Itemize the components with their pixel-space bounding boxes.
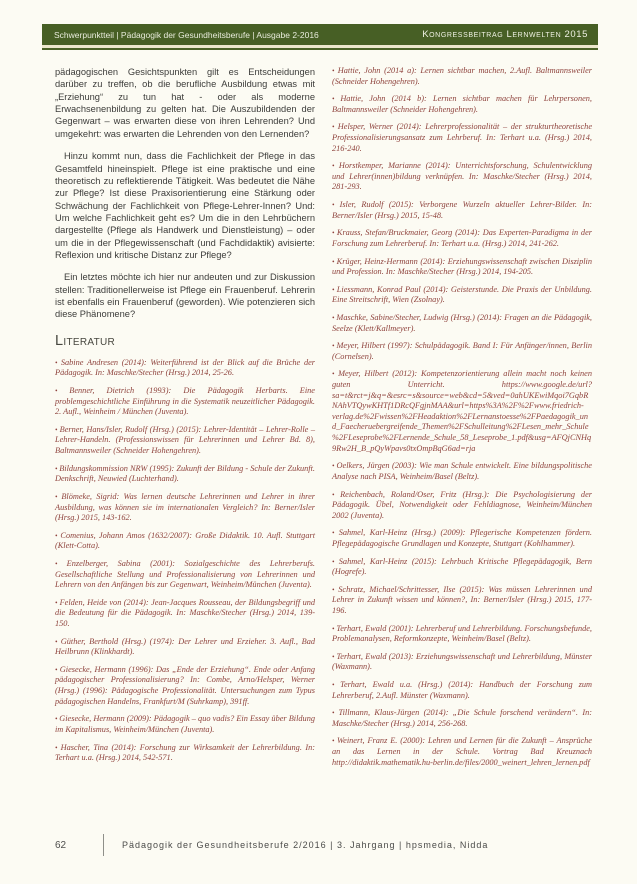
reference-item: • Tillmann, Klaus-Jürgen (2014): „Die Schule forschend verändern“. In: Maschke/Stecher (Hrsg.) 2014, 256-268. (332, 708, 592, 729)
reference-item: • Enzelberger, Sabina (2001): Sozialgeschichte des Lehrerberufs. Gesellschaftliche Stellung und Professionalisierung von Lehrerinnen und Lehrern von den Anfängen bis zur Gegenwart, Weinheim/München (Juventa). (55, 559, 315, 591)
reference-item: • Güther, Berthold (Hrsg.) (1974): Der Lehrer und Erzieher. 3. Aufl., Bad Heilbrunn (Klinkhardt). (55, 637, 315, 658)
reference-item: • Krauss, Stefan/Bruckmaier, Georg (2014): Das Experten-Paradigma in der Forschung zum Lehrerberuf. In: Terhart u.a. (Hrsg.) 2014, 241-262. (332, 228, 592, 249)
reference-item: • Bildungskommission NRW (1995): Zukunft der Bildung - Schule der Zukunft. Denkschrift, Neuwied (Luchterhand). (55, 464, 315, 485)
reference-item: • Terhart, Ewald (2001): Lehrerberuf und Lehrerbildung. Forschungsbefunde, Problemanalysen, Reformkonzepte, Weinheim/Basel (Beltz). (332, 624, 592, 645)
reference-item: • Liessmann, Konrad Paul (2014): Geisterstunde. Die Praxis der Unbildung. Eine Streitschrift, Wien (Zsolnay). (332, 285, 592, 306)
reference-item: • Hascher, Tina (2014): Forschung zur Wirksamkeit der Lehrerbildung. In: Terhart u.a. (Hrsg.) 2014, 542-571. (55, 743, 315, 764)
reference-item: • Krüger, Heinz-Hermann (2014): Erziehungswissenschaft zwischen Disziplin und Profession. In: Maschke/Stecher (Hrsg.) 2014, 194-205. (332, 257, 592, 278)
reference-item: • Terhart, Ewald (2013): Erziehungswissenschaft und Lehrerbildung, Münster (Waxmann). (332, 652, 592, 673)
header-category-label: Kongressbeitrag Lernwelten 2015 (422, 29, 588, 40)
reference-item: • Giesecke, Hermann (1996): Das „Ende der Erziehung“. Ende oder Anfang pädagogischer Professionalisierung? In: Combe, Arno/Helsper, Werner (Hrsg.) (1996): Pädagogische Professionalität. Untersuchungen zum Typus pädagogischen Handelns, Frankfurt/M (Suhrkamp), 391ff. (55, 665, 315, 707)
page-footer (55, 834, 592, 856)
reference-item: • Reichenbach, Roland/Oser, Fritz (Hrsg.): Die Psychologisierung der Pädagogik. Übel, Notwendigkeit oder Fehldiagnose, Weinheim/München 2002 (Juventa). (332, 490, 592, 522)
paragraph: Ein letztes möchte ich hier nur andeuten und zur Diskussion stellen: Traditionellerweise ist Pflege ein Frauenberuf. Lehrerin ist ebenfalls ein Frauenberuf (geworden). Wie potenzieren sich diese Phänomene? (55, 272, 315, 320)
reference-item: • Schratz, Michael/Schrittesser, Ilse (2015): Was müssen Lehrerinnen und Lehrer in Zukunft wissen und können?, In: Berner/Isler (Hrsg.) 2015, 177-196. (332, 585, 592, 617)
paragraph: pädagogischen Gesichtspunkten gilt es Entscheidungen darüber zu treffen, ob die berufliche Ausbildung etwas mit „Erziehung“ zu tun hat - oder als moderne Erwachsenenbildung zu gelten hat. Die Auszubildenden der Gegenwart – was erwarten diese von ihren Lehrenden? Und umgekehrt: was erwarten die Lehrenden von den Lernenden? (55, 67, 315, 139)
page-number: 62 (55, 839, 67, 851)
reference-item: • Helsper, Werner (2014): Lehrerprofessionalität – der strukturtheoretische Professionalisierungsansatz zum Lehrberuf. In: Terhart u.a. (Hrsg.) 2014, 216-240. (332, 122, 592, 154)
reference-item: • Meyer, Hilbert (2012): Kompetenzorientierung allein macht noch keinen guten Unterricht. https://www.google.de/url?sa=t&rct=j&q=&esrc=s&source=web&cd=5&ved=0ahUKEwiMqoi7GqbRNAhVTQywKHTf1DRcQFgjnMAA&url=https%3A%2F%2Fwww.friedrich-verlag.de%2Fwissen%2FHeadaktion%2FLernanstoesse%2FPaedagogik_und_Faecheruebergreifende_Themen%2FSchulleitung%2FLesen_mehr_Schule%2FLeseprobe%2FLernende_Schule_58_Leseprobe_1.pdf&usg=AFQjCNHq9Rw2H_B_pQyWpavs0txOmpBqG6ad=rja (332, 369, 592, 454)
header-rule-dark (42, 48, 598, 50)
reference-item: • Terhart, Ewald u.a. (Hrsg.) (2014): Handbuch der Forschung zum Lehrerberuf, 2.Aufl. Münster (Waxmann). (332, 680, 592, 701)
reference-item: • Oelkers, Jürgen (2003): Wie man Schule entwickelt. Eine bildungspolitische Analyse nach PISA, Weinheim/Basel (Beltz). (332, 461, 592, 482)
reference-item: • Meyer, Hilbert (1997): Schulpädagogik. Band I: Für Anfänger/innen, Berlin (Cornelsen). (332, 341, 592, 362)
header-section-title: Schwerpunktteil | Pädagogik der Gesundheitsberufe | Ausgabe 2-2016 (54, 29, 319, 40)
reference-item: • Isler, Rudolf (2015): Verborgene Wurzeln aktueller Lehrer-Bilder. In: Berner/Isler (Hrsg.) 2015, 15-48. (332, 200, 592, 221)
reference-item: • Berner, Hans/Isler, Rudolf (Hrsg.) (2015): Lehrer-Identität – Lehrer-Rolle – Lehrer-Handeln. (Professionswissen für Lehrerinnen und Lehrer Bd. 8), Baltmannsweiler (Schneider Hohengehren). (55, 425, 315, 457)
reference-list-left (55, 358, 315, 764)
reference-item: • Horstkemper, Marianne (2014): Unterrichtsforschung, Schulentwicklung und Lehrer(innen)bildung verknüpfen. In: Maschke/Stecher (Hrsg.) 2014, 281-293. (332, 161, 592, 193)
reference-item: • Giesecke, Hermann (2009): Pädagogik – quo vadis? Ein Essay über Bildung im Kapitalismus, Weinheim/München (Juventa). (55, 714, 315, 735)
reference-item: • Comenius, Johann Amos (1632/2007): Große Didaktik. 10. Aufl. Stuttgart (Klett-Cotta). (55, 531, 315, 552)
column-right (332, 66, 592, 775)
reference-item: • Hattie, John (2014 a): Lernen sichtbar machen, 2.Aufl. Baltmannsweiler (Schneider Hohengehren). (332, 66, 592, 87)
footer-divider (103, 834, 104, 856)
reference-item: • Weinert, Franz E. (2000): Lehren und Lernen für die Zukunft – Ansprüche an das Lernen in der Schule. Vortrag Bad Kreuznach http://didaktik.mathematik.hu-berlin.de/files/2000_weinert_lehren_lernen.pdf (332, 736, 592, 768)
reference-item: • Sahmel, Karl-Heinz (Hrsg.) (2009): Pflegerische Kompetenzen fördern. Pflegepädagogische Grundlagen und Konzepte, Stuttgart (Kohlhammer). (332, 528, 592, 549)
reference-list-right (332, 66, 592, 768)
reference-item: • Felden, Heide von (2014): Jean-Jacques Rousseau, der Bildungsbegriff und die Bedeutung für die Pädagogik. In: Maschke/Stecher (Hrsg.) 2014, 139-150. (55, 598, 315, 630)
reference-item: • Sabine Andresen (2014): Weiterführend ist der Blick auf die Brüche der Pädagogik. In: Maschke/Stecher (Hrsg.) 2014, 25-26. (55, 358, 315, 379)
reference-item: • Blömeke, Sigrid: Was lernen deutsche Lehrerinnen und Lehrer in ihrer Ausbildung, was können sie im internationalen Vergleich? In: Berner/Isler (Hrsg.) 2015, 143-162. (55, 492, 315, 524)
reference-item: • Sahmel, Karl-Heinz (2015): Lehrbuch Kritische Pflegepädagogik, Bern (Hogrefe). (332, 557, 592, 578)
paragraph: Hinzu kommt nun, dass die Fachlichkeit der Pflege in das Gesamtfeld hineinspielt. Pflege ist eine praktische und eine theoretisch zu reflektierende Tätigkeit. Was bedeutet die Nähe zur Pflege? Ist diese Praxisorientierung eine Stärkung oder Schwächung der Fachlichkeit von Pflege-Lehrer-Innen? Und: Um welche Fachlichkeit geht es? Um die in den Lehrbüchern dargestellte (Pflege als Handwerk und Dienstleistung) – oder um die in der Pflegewissenschaft (und Fachdidaktik) avisierte: Reflexion und kritische Distanz zur Pflege? (55, 151, 315, 261)
column-left (55, 66, 315, 775)
literature-heading: Literatur (55, 332, 116, 349)
article-body (55, 66, 592, 775)
reference-item: • Hattie, John (2014 b): Lernen sichtbar machen für Lehrpersonen, Baltmannsweiler (Schneider Hohengehren). (332, 94, 592, 115)
reference-item: • Maschke, Sabine/Stecher, Ludwig (Hrsg.) (2014): Fragen an die Pädagogik, Seelze (Klett/Kallmeyer). (332, 313, 592, 334)
paragraph-group (55, 66, 315, 321)
reference-item: • Benner, Dietrich (1993): Die Pädagogik Herbarts. Eine problemgeschichtliche Einführung in die Systematik neuzeitlicher Pädagogik. 2. Aufl., Weinheim / München (Juventa). (55, 386, 315, 418)
footer-journal-info: Pädagogik der Gesundheitsberufe 2/2016 | 3. Jahrgang | hpsmedia, Nidda (122, 840, 489, 850)
page-header (42, 24, 598, 45)
